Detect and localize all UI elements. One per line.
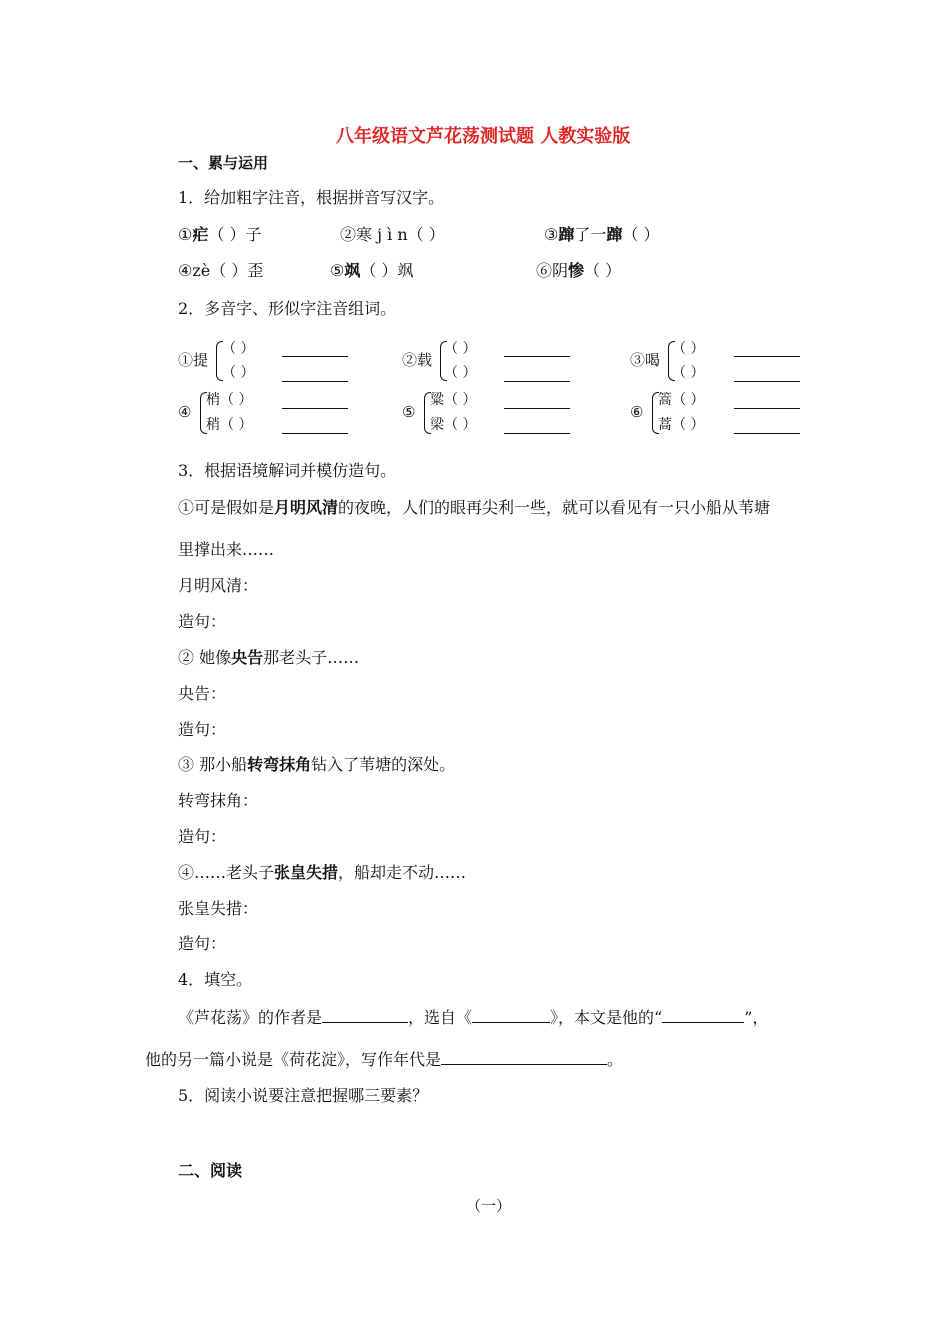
q4-blank-author xyxy=(322,1006,408,1023)
q2-group-6-line-1: 篙（ ） xyxy=(658,392,705,408)
section-heading-1: 一、累与运用 xyxy=(178,154,269,172)
q3-item-4-definition: 张皇失措： xyxy=(178,899,259,918)
q4-blank-series xyxy=(662,1006,744,1023)
question-1-prompt: 1．给加粗字注音，根据拼音写汉字。 xyxy=(178,188,445,207)
question-4-prompt: 4．填空。 xyxy=(178,970,253,989)
q4-blank-source xyxy=(472,1006,550,1023)
q2-group-1-blank-2 xyxy=(282,381,348,382)
q3-item-3-sentence: 造句： xyxy=(178,827,227,846)
question-3-prompt: 3．根据语境解词并模仿造句。 xyxy=(178,461,397,480)
q3-item-2-sentence: 造句： xyxy=(178,720,227,739)
q2-group-2-label: ②载 xyxy=(402,351,433,369)
q3-item-3-definition: 转弯抹角： xyxy=(178,791,259,810)
q2-group-4-blank-2 xyxy=(282,433,348,434)
q3-item-2: ② 她像央告那老头子…… xyxy=(178,648,360,667)
q3-item-4-sentence: 造句： xyxy=(178,934,227,953)
q4-line-2: 他的另一篇小说是《荷花淀》，写作年代是 。 xyxy=(145,1050,624,1069)
q1-item-4: ④zè（ ）歪 xyxy=(178,261,264,280)
q2-group-6-line-2: 蒿（ ） xyxy=(658,417,705,433)
q2-group-6-blank-2 xyxy=(734,433,800,434)
q3-item-3: ③ 那小船转弯抹角钻入了苇塘的深处。 xyxy=(178,755,456,774)
q2-group-5-line-1: 粱（ ） xyxy=(430,392,477,408)
q2-group-6-num: ⑥ xyxy=(630,403,644,421)
q2-group-3-label: ③喝 xyxy=(630,351,661,369)
question-5-prompt: 5．阅读小说要注意把握哪三要素？ xyxy=(178,1086,429,1105)
q1-item-5: ⑤飒（ ）飒 xyxy=(330,261,414,280)
q4-line-1: 《芦花荡》的作者是 ，选自《 》，本文是他的“ ”， xyxy=(178,1008,769,1027)
section-2-subheading: （一） xyxy=(466,1197,512,1215)
q2-group-2-paren-2: （ ） xyxy=(444,365,477,381)
section-heading-2: 二、阅读 xyxy=(178,1161,243,1180)
q4-blank-year xyxy=(441,1048,607,1065)
q3-item-1-continued: 里撑出来…… xyxy=(178,540,275,559)
q3-item-1-definition: 月明风清： xyxy=(178,576,259,595)
question-2-prompt: 2．多音字、形似字注音组词。 xyxy=(178,299,397,318)
q2-group-1-paren-1: （ ） xyxy=(222,341,255,357)
q1-item-6: ⑥阴惨（ ） xyxy=(536,261,622,280)
q3-item-1: ①可是假如是月明风清的夜晚，人们的眼再尖利一些，就可以看见有一只小船从苇塘 xyxy=(178,498,771,517)
q2-group-3-paren-1: （ ） xyxy=(672,341,705,357)
q3-item-1-sentence: 造句： xyxy=(178,612,227,631)
q2-group-3-paren-2: （ ） xyxy=(672,365,705,381)
q2-group-1-paren-2: （ ） xyxy=(222,365,255,381)
q2-group-2-paren-1: （ ） xyxy=(444,341,477,357)
q2-group-5-line-2: 梁（ ） xyxy=(430,417,477,433)
page-title: 八年级语文芦花荡测试题 人教实验版 xyxy=(336,126,631,147)
q2-group-4-blank-1 xyxy=(282,408,348,409)
q2-group-5-blank-2 xyxy=(504,433,570,434)
q2-group-1-blank-1 xyxy=(282,356,348,357)
q2-group-5-blank-1 xyxy=(504,408,570,409)
q2-group-2-blank-2 xyxy=(504,381,570,382)
q2-group-4-line-2: 稍（ ） xyxy=(206,417,253,433)
q1-item-2: ②寒 j ì n（ ） xyxy=(340,225,445,244)
q2-group-3-blank-1 xyxy=(734,356,800,357)
q2-group-2-blank-1 xyxy=(504,356,570,357)
q2-group-4-line-1: 梢（ ） xyxy=(206,392,253,408)
q2-group-6-blank-1 xyxy=(734,408,800,409)
q3-item-4: ④……老头子张皇失措，船却走不动…… xyxy=(178,863,467,882)
q2-group-5-num: ⑤ xyxy=(402,403,416,421)
q1-item-1: ①疟（ ）子 xyxy=(178,225,262,244)
q1-item-3: ③蹿了一蹿（ ） xyxy=(544,225,660,244)
q2-group-1-label: ①提 xyxy=(178,351,209,369)
q3-item-2-definition: 央告： xyxy=(178,684,227,703)
q2-group-4-num: ④ xyxy=(178,403,192,421)
q2-group-3-blank-2 xyxy=(734,381,800,382)
